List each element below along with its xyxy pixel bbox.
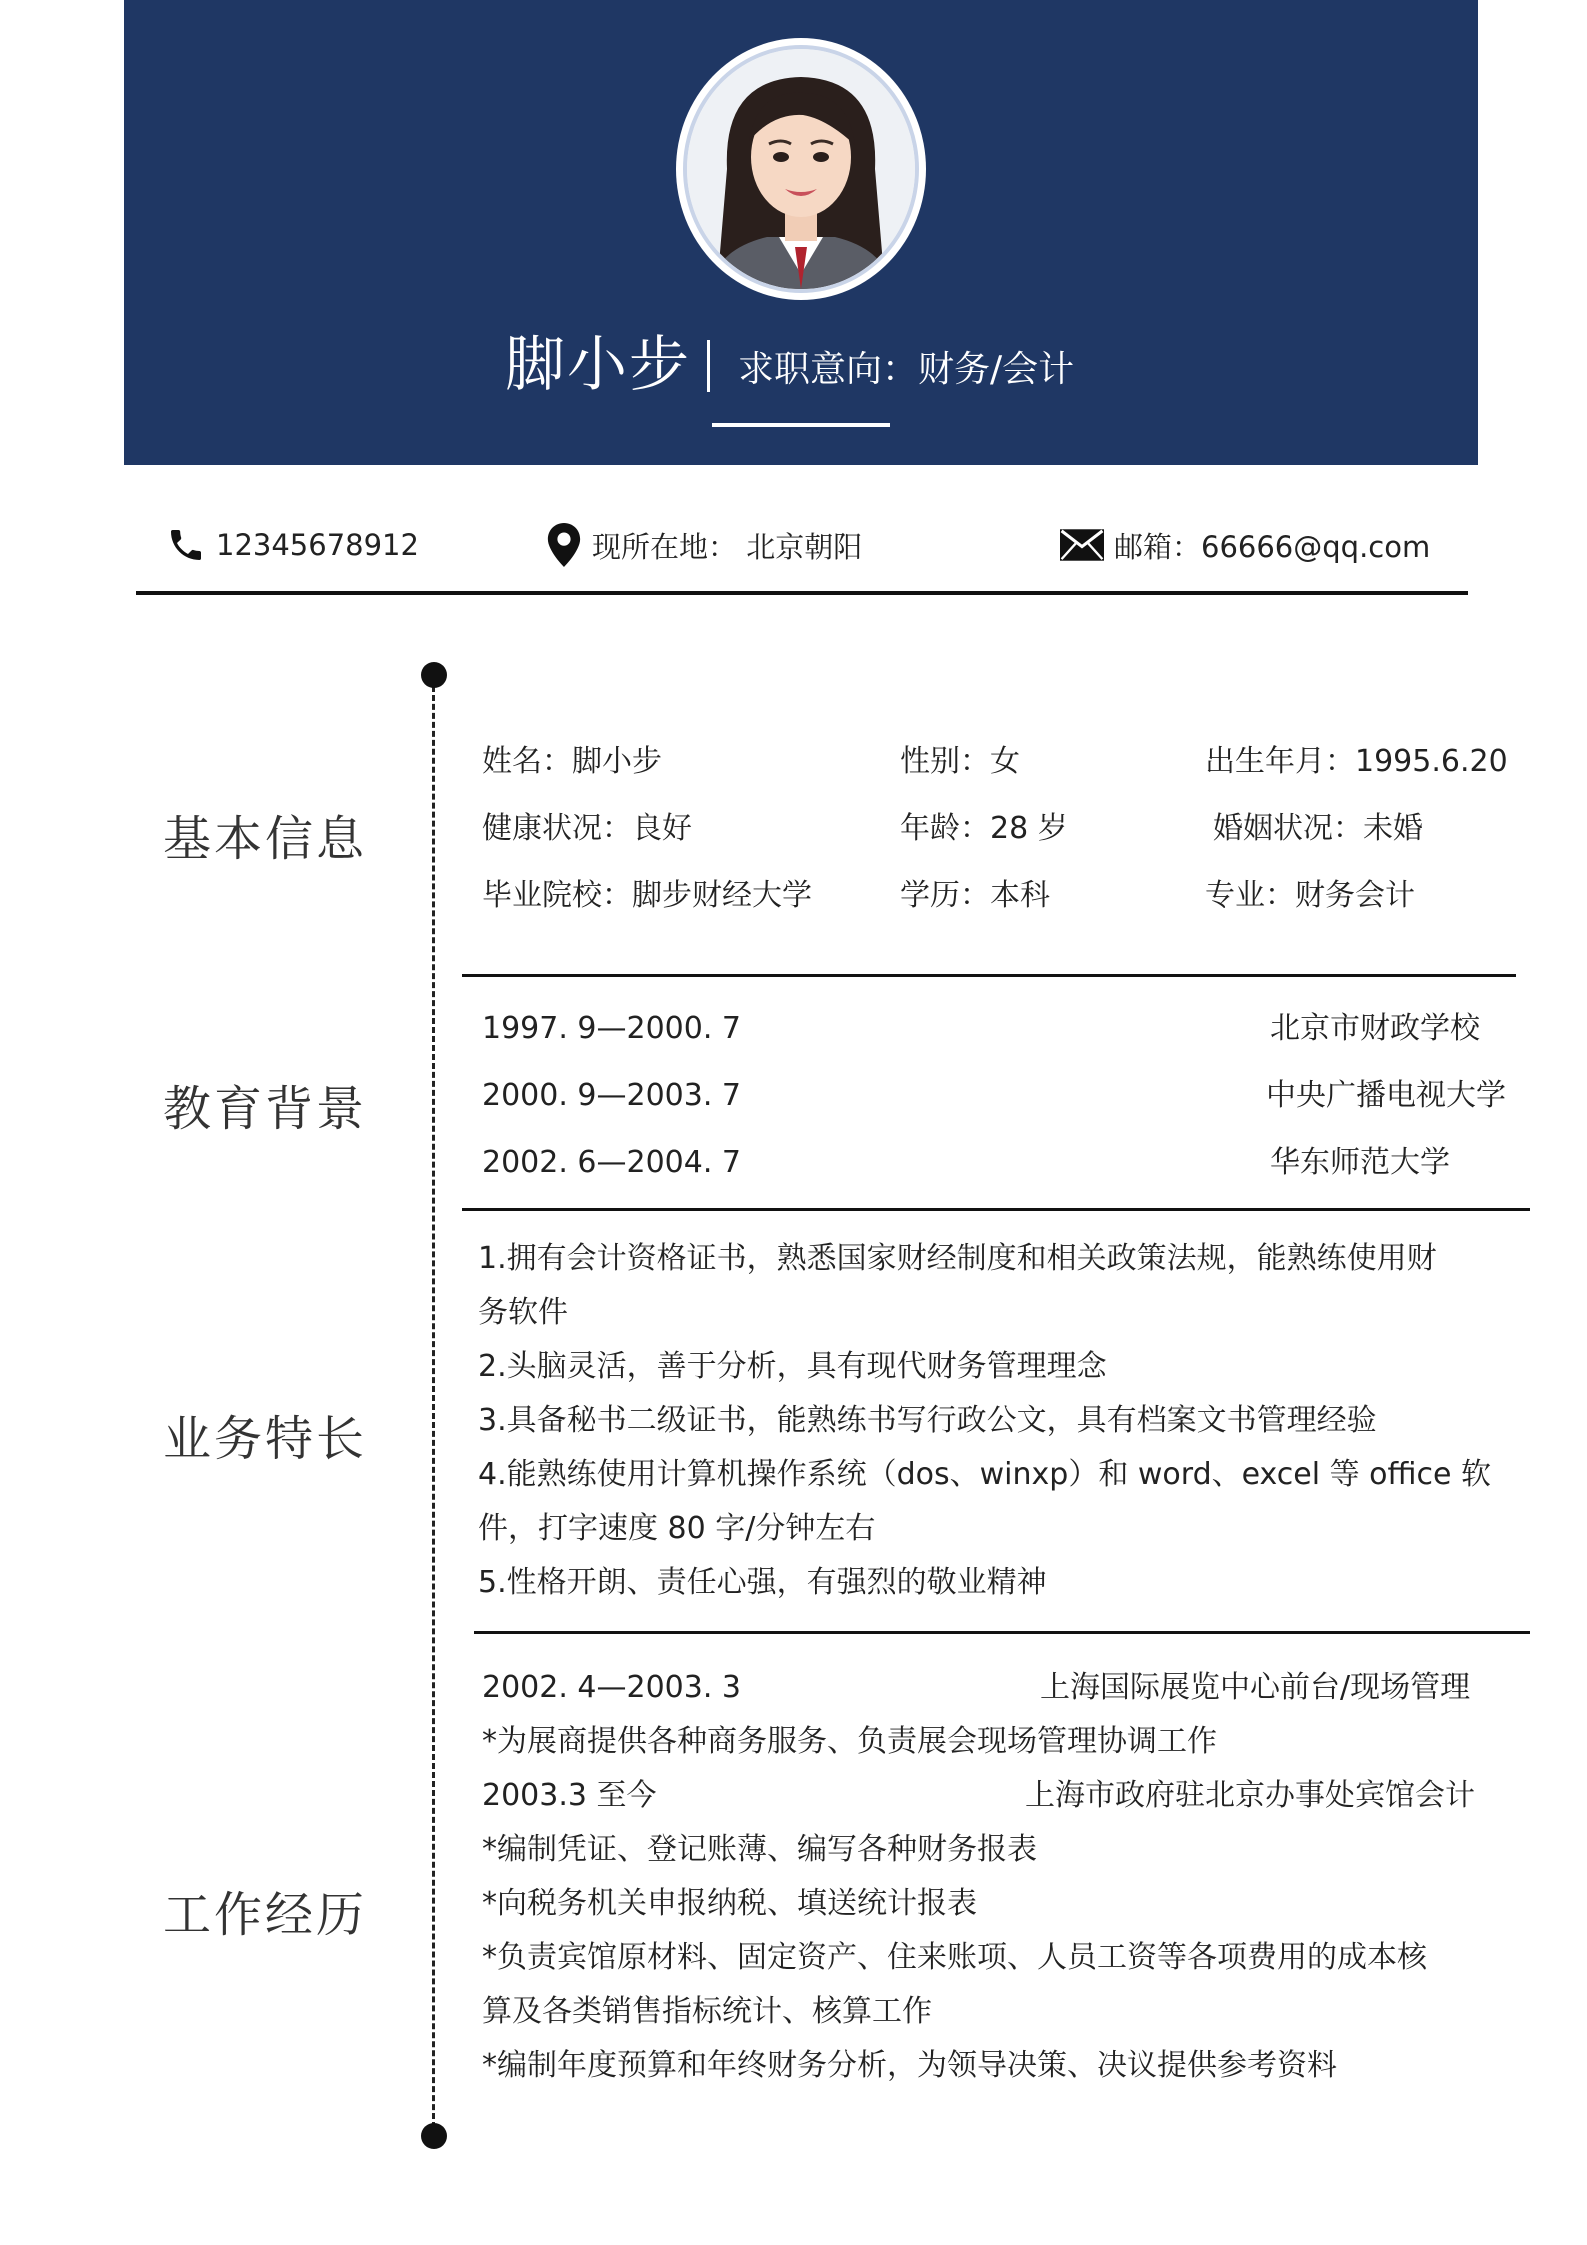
job-intent: 求职意向：财务/会计: [738, 349, 1075, 390]
title-underline: [712, 423, 890, 427]
edu-period-3: 2002. 6—2004. 7: [482, 1145, 742, 1180]
job1-title: 上海国际展览中心前台/现场管理: [1040, 1670, 1471, 1705]
edu-school-3: 华东师范大学: [1270, 1145, 1450, 1180]
skill-line-6: 件，打字速度 80 字/分钟左右: [478, 1511, 876, 1546]
job2-line-2: *向税务机关申报纳税、填送统计报表: [482, 1886, 977, 1921]
divider-basic: [462, 974, 1516, 977]
skill-line-5: 4.能熟练使用计算机操作系统（dos、winxp）和 word、excel 等 office 软: [478, 1457, 1491, 1492]
basic-health: 健康状况：良好: [482, 811, 692, 846]
edu-school-2: 中央广播电视大学: [1266, 1078, 1506, 1113]
job2-period: 2003.3 至今: [482, 1778, 657, 1813]
basic-degree: 学历：本科: [900, 878, 1050, 913]
section-label-education: 教育背景: [163, 1081, 368, 1137]
edu-period-2: 2000. 9—2003. 7: [482, 1078, 742, 1113]
location-text: 现所在地： 北京朝阳: [592, 529, 863, 564]
divider-skills: [474, 1631, 1530, 1634]
basic-school: 毕业院校：脚步财经大学: [482, 878, 812, 913]
phone-icon: [166, 525, 206, 565]
job2-line-1: *编制凭证、登记账薄、编写各种财务报表: [482, 1832, 1037, 1867]
contact-divider: [136, 591, 1468, 595]
timeline-line: [432, 677, 435, 2137]
section-label-skills: 业务特长: [163, 1411, 368, 1467]
avatar-photo-icon: [687, 49, 915, 289]
section-label-basic: 基本信息: [163, 811, 368, 867]
avatar: [683, 45, 919, 293]
candidate-name: 脚小步: [505, 330, 691, 400]
email-text: 邮箱：66666@qq.com: [1114, 529, 1431, 564]
job2-title: 上海市政府驻北京办事处宾馆会计: [1025, 1778, 1475, 1813]
basic-gender: 性别：女: [900, 744, 1020, 779]
job2-line-3: *负责宾馆原材料、固定资产、住来账项、人员工资等各项费用的成本核: [482, 1940, 1427, 1975]
skill-line-2: 务软件: [478, 1295, 568, 1330]
envelope-icon: [1060, 528, 1104, 562]
skill-line-1: 1.拥有会计资格证书，熟悉国家财经制度和相关政策法规，能熟练使用财: [478, 1241, 1437, 1276]
job2-line-5: *编制年度预算和年终财务分析，为领导决策、决议提供参考资料: [482, 2048, 1337, 2083]
job1-desc: *为展商提供各种商务服务、负责展会现场管理协调工作: [482, 1724, 1217, 1759]
skill-line-7: 5.性格开朗、责任心强，有强烈的敬业精神: [478, 1565, 1047, 1600]
divider-education: [462, 1208, 1530, 1211]
basic-name: 姓名：脚小步: [482, 744, 662, 779]
phone-number: 12345678912: [216, 528, 419, 562]
contact-phone: [166, 520, 419, 570]
basic-marital: 婚姻状况：未婚: [1213, 811, 1423, 846]
name-divider: [707, 340, 710, 392]
basic-age: 年龄：28 岁: [900, 811, 1068, 846]
edu-school-1: 北京市财政学校: [1270, 1011, 1480, 1046]
skill-line-3: 2.头脑灵活，善于分析，具有现代财务管理理念: [478, 1349, 1107, 1384]
avatar-frame: [676, 38, 926, 300]
job1-period: 2002. 4—2003. 3: [482, 1670, 742, 1705]
timeline-dot-bottom: [421, 2123, 447, 2149]
basic-birth: 出生年月：1995.6.20: [1205, 744, 1508, 779]
job2-line-4: 算及各类销售指标统计、核算工作: [482, 1994, 932, 2029]
basic-major: 专业：财务会计: [1205, 878, 1415, 913]
timeline-dot-top: [421, 662, 447, 688]
contact-location: [546, 520, 862, 570]
section-label-work: 工作经历: [163, 1887, 368, 1943]
contact-email: [1060, 520, 1430, 570]
edu-period-1: 1997. 9—2000. 7: [482, 1011, 742, 1046]
skill-line-4: 3.具备秘书二级证书，能熟练书写行政公文，具有档案文书管理经验: [478, 1403, 1377, 1438]
location-pin-icon: [546, 523, 582, 567]
